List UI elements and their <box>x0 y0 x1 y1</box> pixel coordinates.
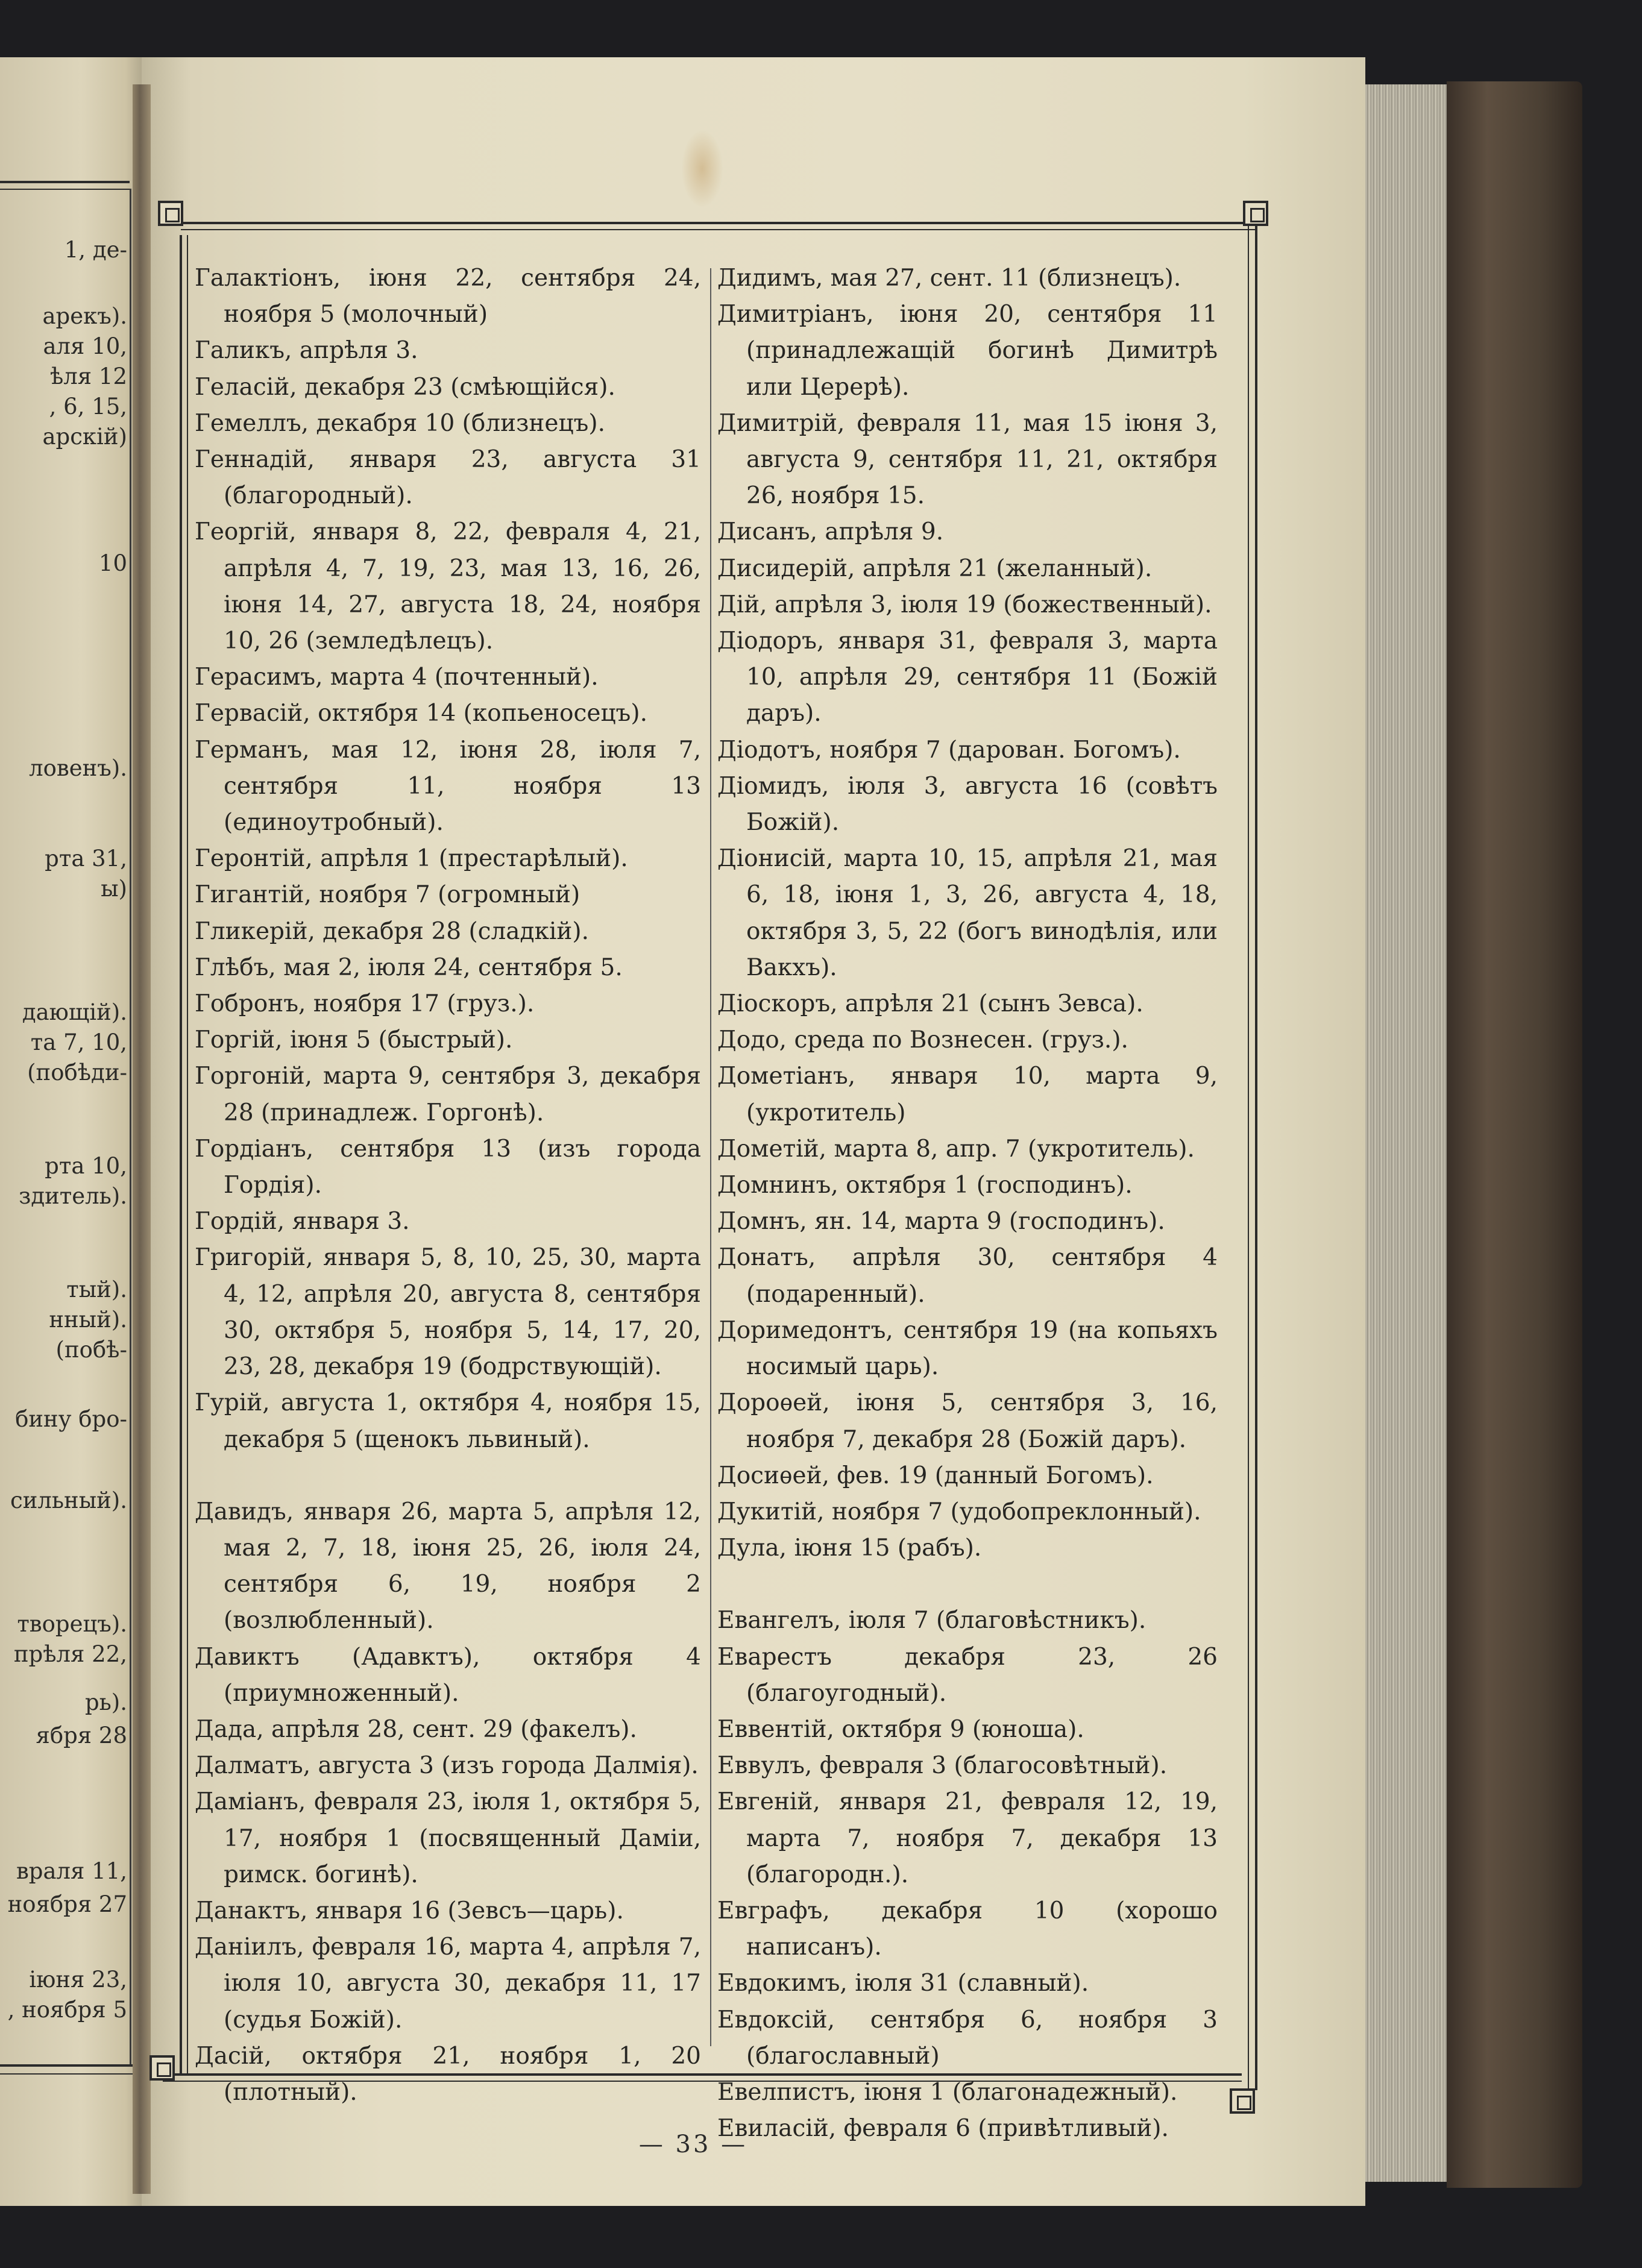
entry-dada: Дада, апрѣля 28, сент. 29 (факелъ). <box>195 1715 637 1743</box>
left-fragment: творецъ). <box>17 1611 127 1637</box>
entry-evdoksiy: Евдоксій, сентября 6, ноября 3 (благославный) <box>717 2006 1218 2070</box>
entry-dasiy: Дасій, октября 21, ноября 1, 20 (плотный). <box>195 2042 701 2106</box>
entry-dimitrian: Димитріанъ, іюня 20, сентября 11 (принадлежащій богинѣ Димитрѣ или Церерѣ). <box>717 301 1218 401</box>
entry-gervasiy: Гервасій, октября 14 (копьеносецъ). <box>195 700 647 727</box>
entry-evilasiy: Евиласій, февраля 6 (привѣтливый). <box>717 2115 1169 2143</box>
entry-gleb: Глѣбъ, мая 2, іюля 24, сентября 5. <box>195 953 623 981</box>
entry-gobron: Гобронъ, ноября 17 (груз.). <box>195 990 535 1018</box>
entry-guriy: Гурій, августа 1, октября 4, ноября 15, декабря 5 (щенокъ львиный). <box>195 1389 701 1453</box>
frame-corner-bottom-left <box>149 2055 175 2081</box>
entry-disideriy: Дисидерій, апрѣля 21 (желанный). <box>717 554 1153 582</box>
left-facing-page <box>0 57 148 2206</box>
left-fragment: здитель). <box>19 1183 127 1209</box>
entry-evgeniy: Евгеній, января 21, февраля 12, 19, марта 7, ноября 7, декабря 13 (благородн.). <box>717 1788 1218 1888</box>
left-page-frame-top-inner <box>0 189 130 190</box>
left-fragment: рь). <box>84 1689 127 1715</box>
frame-top-inner <box>181 229 1257 230</box>
frame-right-outer <box>1255 222 1257 2090</box>
frame-left-inner <box>187 235 188 2073</box>
left-fragment: та 7, 10, <box>30 1029 127 1055</box>
entry-dukitiy: Дукитій, ноября 7 (удобопреклонный). <box>717 1498 1201 1525</box>
left-fragment: ября 28 <box>36 1723 127 1748</box>
entry-evarest: Еварестъ декабря 23, 26 (благоугодный). <box>717 1643 1218 1707</box>
left-fragment: аля 10, <box>43 333 127 359</box>
entry-evelpist: Евелпистъ, іюня 1 (благонадежный). <box>717 2078 1178 2106</box>
entry-grigoriy: Григорій, января 5, 8, 10, 25, 30, марта 4, 12, апрѣля 20, августа 8, сентября 30, октября 5, ноября 5, 14, 17, 20, 23, 28, декабря 19 (бодрствующій). <box>195 1244 701 1381</box>
left-fragment: рта 31, <box>45 846 127 872</box>
entry-diomid: Діомидъ, іюля 3, августа 16 (совѣтъ Божій). <box>717 772 1218 837</box>
entry-evangel: Евангелъ, іюля 7 (благовѣстникъ). <box>717 1607 1147 1635</box>
entry-evgraf: Евграфъ, декабря 10 (хорошо написанъ). <box>717 1897 1218 1961</box>
entry-german: Германъ, мая 12, іюня 28, іюля 7, сентября 11, ноября 13 (единоутробный). <box>195 736 701 837</box>
entry-dionisiy: Діонисій, марта 10, 15, апрѣля 21, мая 6, 18, іюня 1, 3, 26, августа 4, 18, октября 3, 5, 22 (богъ винодѣлія, или Вакхъ). <box>717 845 1218 981</box>
frame-top-outer <box>181 222 1257 224</box>
entry-gorgiy: Горгій, іюня 5 (быстрый). <box>195 1026 513 1054</box>
left-fragment: рта 10, <box>45 1153 127 1179</box>
frame-right-inner <box>1248 222 1249 2090</box>
entry-diy: Дій, апрѣля 3, іюля 19 (божественный). <box>717 591 1212 618</box>
left-fragment: ловенъ). <box>29 755 127 781</box>
entry-glikeriy: Гликерій, декабря 28 (сладкій). <box>195 917 590 945</box>
entry-gennadiy: Геннадій, января 23, августа 31 (благородный). <box>195 446 701 510</box>
entry-dalmat: Далматъ, августа 3 (изъ города Далмія). <box>195 1752 699 1780</box>
left-fragment: арскій) <box>42 424 127 450</box>
entry-georgiy: Георгій, января 8, 22, февраля 4, 21, апрѣля 4, 7, 19, 23, мая 13, 16, 26, іюня 14, 27, августа 18, 24, ноября 10, 26 (земледѣлецъ). <box>195 518 701 655</box>
left-fragment: , 6, 15, <box>49 394 127 419</box>
left-fragment: (побѣди- <box>27 1060 127 1085</box>
left-fragment: бину бро- <box>15 1406 127 1432</box>
left-fragment: іюня 23, <box>29 1967 127 1993</box>
frame-left-outer <box>180 235 182 2073</box>
book-spine-gutter <box>133 84 151 2194</box>
left-fragment: (побѣ- <box>55 1337 127 1363</box>
entry-dorimedont: Доримедонтъ, сентября 19 (на копьяхъ носимый царь). <box>717 1316 1218 1381</box>
entry-gemell: Гемеллъ, декабря 10 (близнецъ). <box>195 409 605 437</box>
left-fragment: прѣля 22, <box>13 1641 127 1667</box>
left-fragment: 10 <box>98 550 127 576</box>
entry-gerontiy: Геронтій, апрѣля 1 (престарѣлый). <box>195 845 628 873</box>
left-page-frame-bottom-inner <box>0 2073 139 2075</box>
left-fragment: ы) <box>101 876 127 902</box>
entry-evvul: Еввулъ, февраля 3 (благосовѣтный). <box>717 1752 1168 1780</box>
entry-donat: Донатъ, апрѣля 30, сентября 4 (подаренный). <box>717 1244 1218 1308</box>
left-fragment: , ноября 5 <box>7 1997 127 2023</box>
entry-david: Давидъ, января 26, марта 5, апрѣля 12, мая 2, 7, 18, іюня 25, 26, іюля 24, сентября 6, 19, ноября 2 (возлюбленный). <box>195 1498 701 1635</box>
entry-evventiy: Еввентій, октября 9 (юноша). <box>717 1715 1084 1743</box>
entry-diodot: Діодотъ, ноября 7 (дарован. Богомъ). <box>717 736 1181 764</box>
left-fragment: тый). <box>66 1277 127 1302</box>
column-divider <box>710 268 711 2046</box>
entry-disan: Дисанъ, апрѣля 9. <box>717 518 944 546</box>
right-column <box>717 260 1218 2147</box>
left-fragment: дающій). <box>22 999 127 1025</box>
frame-corner-top-left <box>158 201 183 226</box>
entry-dioskor: Діоскоръ, апрѣля 21 (сынъ Зевса). <box>717 990 1143 1018</box>
left-fragment: сильный). <box>10 1487 127 1513</box>
left-fragment: арекъ). <box>42 303 127 329</box>
left-page-frame-right <box>130 189 131 2064</box>
entry-gigantiy: Гигантій, ноября 7 (огромный) <box>195 881 580 909</box>
left-page-frame-bottom <box>0 2064 139 2067</box>
frame-corner-top-right <box>1243 201 1268 226</box>
left-fragment: ноября 27 <box>7 1891 127 1917</box>
paper-stain <box>681 130 723 208</box>
frame-corner-bottom-right <box>1230 2088 1255 2114</box>
left-fragment: враля 11, <box>16 1858 127 1884</box>
entry-gerasim: Герасимъ, марта 4 (почтенный). <box>195 664 599 691</box>
left-fragment: ѣля 12 <box>49 363 127 389</box>
entry-gorgoniy: Горгоній, марта 9, сентября 3, декабря 28 (принадлеж. Горгонѣ). <box>195 1063 701 1126</box>
entry-domnin: Домнинъ, октября 1 (господинъ). <box>717 1172 1133 1199</box>
entry-gordian: Гордіанъ, сентября 13 (изъ города Гордія). <box>195 1135 701 1199</box>
entry-galik: Галикъ, апрѣля 3. <box>195 337 418 365</box>
entry-gelasiy: Геласій, декабря 23 (смѣющійся). <box>195 373 615 401</box>
entry-didim: Дидимъ, мая 27, сент. 11 (близнецъ). <box>717 265 1181 292</box>
entry-gordiy: Гордій, января 3. <box>195 1208 410 1236</box>
left-fragment: нный). <box>49 1307 127 1333</box>
entry-dometiy: Дометій, марта 8, апр. 7 (укротитель). <box>717 1135 1195 1163</box>
left-column <box>195 260 701 2111</box>
entry-dimitriy: Димитрій, февраля 11, мая 15 іюня 3, августа 9, сентября 11, 21, октября 26, ноября 15. <box>717 409 1218 510</box>
entry-galaktion: Галактіонъ, іюня 22, сентября 24, ноября 5 (молочный) <box>195 265 701 328</box>
entry-dodo: Додо, среда по Вознесен. (груз.). <box>717 1026 1128 1054</box>
entry-dosifey: Досиѳей, фев. 19 (данный Богомъ). <box>717 1462 1154 1489</box>
entry-domn: Домнъ, ян. 14, марта 9 (господинъ). <box>717 1208 1165 1236</box>
page-number: — 33 — <box>638 2131 748 2158</box>
entry-evdokim: Евдокимъ, іюля 31 (славный). <box>717 1970 1089 1997</box>
entry-dorofey: Дороѳей, іюня 5, сентября 3, 16, ноября 7, декабря 28 (Божій даръ). <box>717 1389 1218 1453</box>
entry-diodor: Діодоръ, января 31, февраля 3, марта 10, апрѣля 29, сентября 11 (Божій даръ). <box>717 627 1218 727</box>
entry-dometian: Дометіанъ, января 10, марта 9, (укротитель) <box>717 1063 1218 1126</box>
entry-daniil: Даніилъ, февраля 16, марта 4, апрѣля 7, іюля 10, августа 30, декабря 11, 17 (судья Божій). <box>195 1933 701 2034</box>
entry-dula: Дула, іюня 15 (рабъ). <box>717 1535 982 1562</box>
left-fragment: 1, де- <box>64 237 127 263</box>
entry-davikt: Давиктъ (Адавктъ), октября 4 (приумноженный). <box>195 1643 701 1707</box>
entry-damian: Даміанъ, февраля 23, іюля 1, октября 5, 17, ноября 1 (посвященный Даміи, римск. богинѣ). <box>195 1788 701 1888</box>
book-cover <box>1447 81 1582 2188</box>
left-page-frame-top <box>0 181 130 183</box>
entry-danakt: Данактъ, января 16 (Зевсъ—царь). <box>195 1897 624 1924</box>
